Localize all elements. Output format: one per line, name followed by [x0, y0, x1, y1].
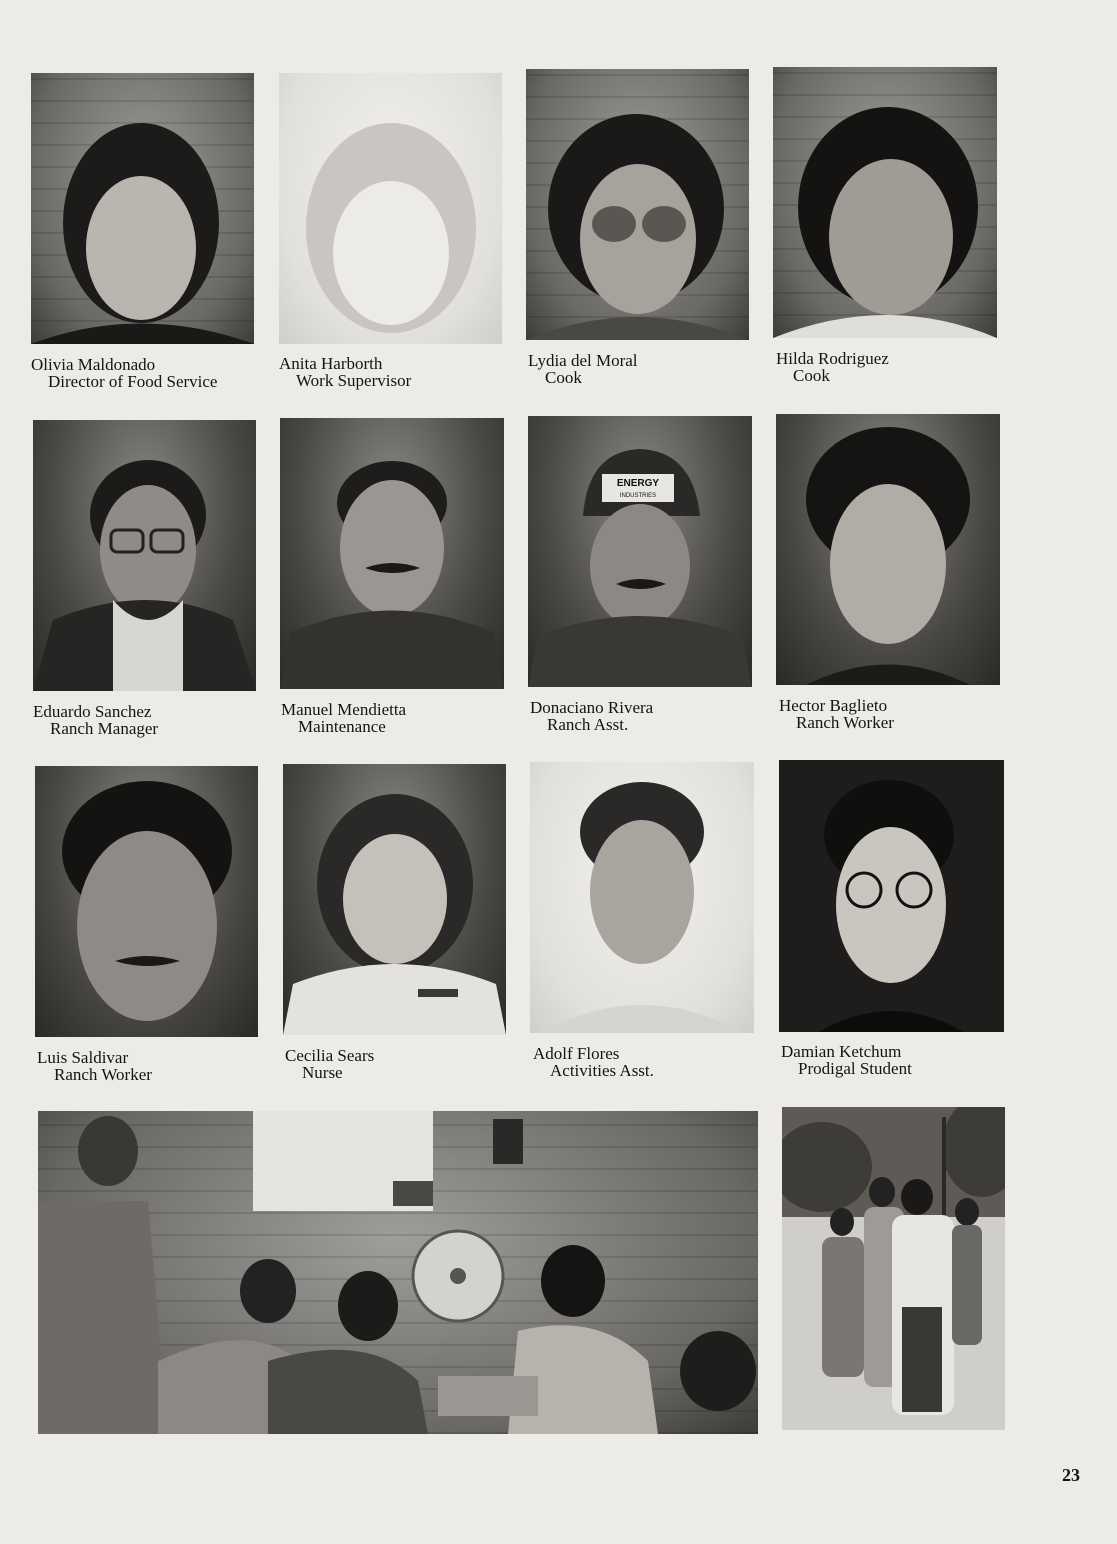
staff-name: Adolf Flores [533, 1044, 620, 1063]
portrait-silhouette [35, 766, 258, 1037]
staff-name: Eduardo Sanchez [33, 702, 152, 721]
staff-caption [31, 356, 217, 390]
staff-name: Hilda Rodriguez [776, 349, 889, 368]
staff-name: Olivia Maldonado [31, 355, 156, 374]
portrait-cecilia-sears [283, 764, 506, 1035]
portrait-silhouette [779, 760, 1004, 1032]
staff-role: Ranch Worker [796, 713, 894, 732]
portrait-silhouette [33, 420, 256, 691]
portrait-silhouette [530, 762, 754, 1033]
group-scene [782, 1107, 1005, 1430]
staff-role: Ranch Manager [50, 719, 159, 738]
portrait-hilda-rodriguez [773, 67, 997, 338]
staff-name: Cecilia Sears [285, 1046, 375, 1065]
staff-role: Work Supervisor [296, 371, 412, 390]
portrait-donaciano-rivera [528, 416, 752, 687]
portrait-silhouette [283, 764, 506, 1035]
staff-name: Lydia del Moral [528, 351, 638, 370]
portrait-silhouette [279, 73, 502, 344]
portrait-adolf-flores [530, 762, 754, 1033]
portrait-damian-ketchum [779, 760, 1004, 1032]
staff-name: Manuel Mendietta [281, 700, 407, 719]
candid-photo-dorm-room [38, 1111, 758, 1434]
staff-name: Anita Harborth [279, 354, 383, 373]
page-number: 23 [1062, 1465, 1080, 1485]
staff-caption [279, 355, 411, 389]
staff-role: Ranch Asst. [547, 715, 629, 734]
staff-caption [37, 1049, 152, 1083]
staff-role: Cook [545, 368, 582, 387]
cap-patch-line-1: ENERGY [616, 478, 660, 489]
staff-role: Ranch Worker [54, 1065, 152, 1084]
portrait-anita-harborth [279, 73, 502, 344]
portrait-silhouette [31, 73, 254, 344]
staff-role: Cook [793, 366, 830, 385]
staff-name: Luis Saldivar [37, 1048, 129, 1067]
staff-role: Nurse [302, 1063, 343, 1082]
portrait-luis-saldivar [35, 766, 258, 1037]
portrait-silhouette [528, 416, 752, 687]
staff-caption [281, 701, 406, 735]
cap-patch-line-2: INDUSTRIES [619, 493, 657, 499]
staff-caption [530, 699, 653, 733]
staff-name: Hector Baglieto [779, 696, 888, 715]
staff-name: Donaciano Rivera [530, 698, 654, 717]
portrait-silhouette [280, 418, 504, 689]
portrait-silhouette [776, 414, 1000, 685]
staff-name: Damian Ketchum [781, 1042, 902, 1061]
portrait-silhouette [773, 67, 997, 338]
staff-caption [533, 1045, 654, 1079]
staff-role: Maintenance [298, 717, 386, 736]
group-scene [38, 1111, 758, 1434]
staff-caption [781, 1043, 912, 1077]
portrait-olivia-maldonado [31, 73, 254, 344]
staff-caption [776, 350, 889, 384]
staff-role: Prodigal Student [798, 1059, 912, 1078]
staff-role: Director of Food Service [48, 372, 218, 391]
staff-role: Activities Asst. [550, 1061, 654, 1080]
portrait-silhouette [526, 69, 749, 340]
portrait-hector-baglieto [776, 414, 1000, 685]
staff-caption [779, 697, 894, 731]
candid-photo-outdoor [782, 1107, 1005, 1430]
staff-caption [528, 352, 638, 386]
staff-caption [285, 1047, 374, 1081]
portrait-lydia-del-moral [526, 69, 749, 340]
portrait-manuel-mendietta [280, 418, 504, 689]
staff-caption [33, 703, 158, 737]
portrait-eduardo-sanchez [33, 420, 256, 691]
